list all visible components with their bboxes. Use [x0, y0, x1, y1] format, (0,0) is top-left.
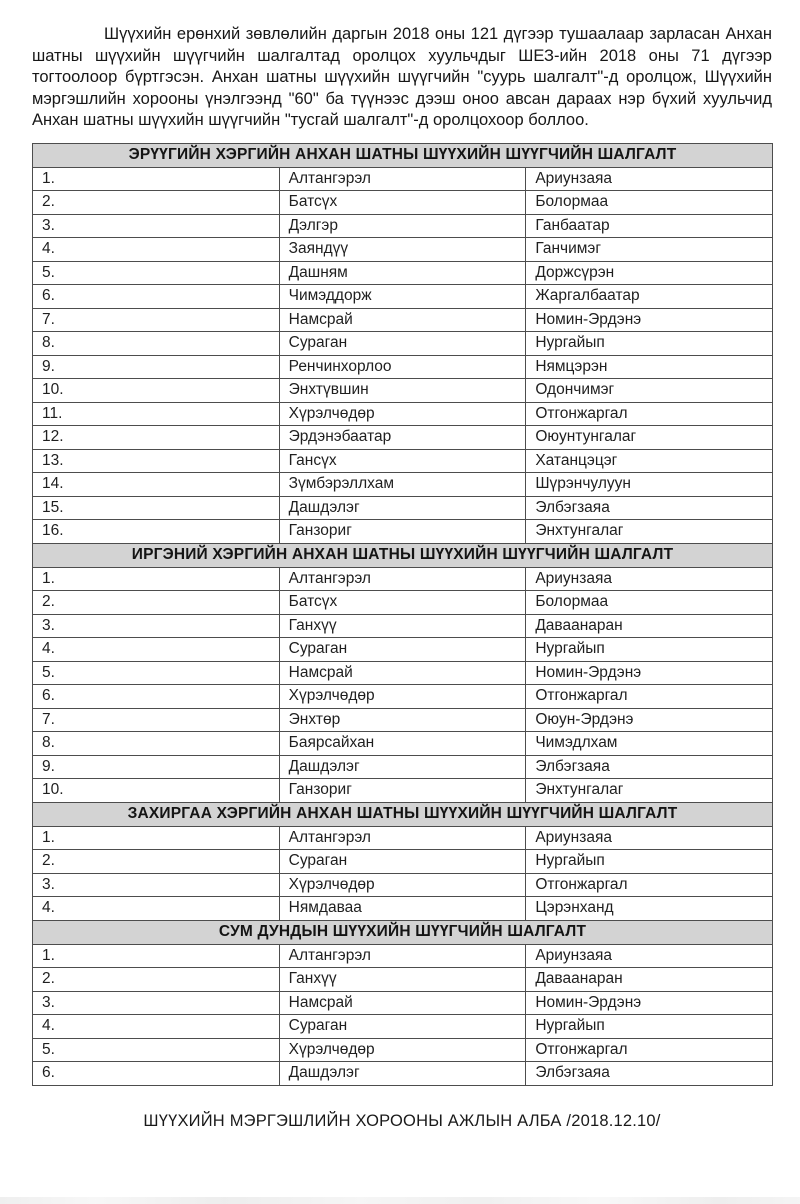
table-row [33, 779, 773, 803]
father-name-cell: Дашдэлэг [279, 496, 526, 520]
row-number-cell: 3. [33, 614, 280, 638]
given-name-cell: Цэрэнханд [526, 897, 773, 921]
row-number-cell: 5. [33, 261, 280, 285]
row-number-cell: 15. [33, 496, 280, 520]
given-name-cell: Нямцэрэн [526, 355, 773, 379]
given-name-cell: Нургайып [526, 332, 773, 356]
table-row [33, 214, 773, 238]
father-name-cell: Зүмбэрэллхам [279, 473, 526, 497]
table-row [33, 308, 773, 332]
given-name-cell: Болормаа [526, 191, 773, 215]
table-row [33, 991, 773, 1015]
table-row [33, 567, 773, 591]
footer-line: ШҮҮХИЙН МЭРГЭШЛИЙН ХОРООНЫ АЖЛЫН АЛБА /2018.12.10/ [143, 1111, 661, 1130]
father-name-cell: Ганзориг [279, 520, 526, 544]
row-number-cell: 16. [33, 520, 280, 544]
father-name-cell: Хүрэлчөдөр [279, 1038, 526, 1062]
table-row [33, 897, 773, 921]
table-row [33, 238, 773, 262]
row-number-cell: 8. [33, 732, 280, 756]
row-number-cell: 11. [33, 402, 280, 426]
given-name-cell: Ариунзаяа [526, 826, 773, 850]
father-name-cell: Намсрай [279, 991, 526, 1015]
given-name-cell: Отгонжаргал [526, 1038, 773, 1062]
father-name-cell: Сураган [279, 332, 526, 356]
given-name-cell: Отгонжаргал [526, 402, 773, 426]
given-name-cell: Номин-Эрдэнэ [526, 661, 773, 685]
father-name-cell: Эрдэнэбаатар [279, 426, 526, 450]
section-title: ЭРҮҮГИЙН ХЭРГИЙН АНХАН ШАТНЫ ШҮҮХИЙН ШҮҮГЧИЙН ШАЛГАЛТ [33, 143, 773, 167]
father-name-cell: Энхтүвшин [279, 379, 526, 403]
father-name-cell: Алтангэрэл [279, 167, 526, 191]
row-number-cell: 8. [33, 332, 280, 356]
given-name-cell: Ариунзаяа [526, 167, 773, 191]
table-row [33, 426, 773, 450]
father-name-cell: Намсрай [279, 308, 526, 332]
table-row [33, 850, 773, 874]
table-row [33, 708, 773, 732]
intro-paragraph: Шүүхийн ерөнхий зөвлөлийн даргын 2018 оны 121 дүгээр тушаалаар зарласан Анхан шатны шүүхийн шүүгчийн шалгалтад оролцох хуульчдыг ШЕЗ-ийн 2018 оны 71 дүгээр тогтоолоор бүртгэсэн. Анхан шатны шүүхийн шүүгчийн "суурь шалгалт"-д оролцож, Шүүхийн мэргэшлийн хорооны үнэлгээнд "60" ба түүнээс дээш оноо авсан дараах нэр бүхий хуульчид Анхан шатны шүүхийн шүүгчийн "тусгай шалгалт"-д оролцохоор боллоо. [32, 25, 772, 129]
father-name-cell: Батсүх [279, 191, 526, 215]
father-name-cell: Сураган [279, 1015, 526, 1039]
given-name-cell: Оюун-Эрдэнэ [526, 708, 773, 732]
given-name-cell: Ганбаатар [526, 214, 773, 238]
given-name-cell: Элбэгзаяа [526, 755, 773, 779]
table-row [33, 685, 773, 709]
given-name-cell: Жаргалбаатар [526, 285, 773, 309]
given-name-cell: Номин-Эрдэнэ [526, 308, 773, 332]
row-number-cell: 14. [33, 473, 280, 497]
given-name-cell: Оюунтунгалаг [526, 426, 773, 450]
given-name-cell: Хатанцэцэг [526, 449, 773, 473]
father-name-cell: Гансүх [279, 449, 526, 473]
father-name-cell: Хүрэлчөдөр [279, 873, 526, 897]
table-row [33, 332, 773, 356]
section-header-row [33, 543, 773, 567]
father-name-cell: Энхтөр [279, 708, 526, 732]
table-row [33, 379, 773, 403]
table-row [33, 944, 773, 968]
table-row [33, 732, 773, 756]
section-title: СУМ ДУНДЫН ШҮҮХИЙН ШҮҮГЧИЙН ШАЛГАЛТ [33, 920, 773, 944]
row-number-cell: 10. [33, 779, 280, 803]
given-name-cell: Даваанаран [526, 968, 773, 992]
row-number-cell: 5. [33, 661, 280, 685]
scan-edge-artifact [0, 1197, 800, 1204]
table-row [33, 1062, 773, 1086]
given-name-cell: Нургайып [526, 638, 773, 662]
table-row [33, 661, 773, 685]
row-number-cell: 1. [33, 567, 280, 591]
father-name-cell: Ганзориг [279, 779, 526, 803]
row-number-cell: 9. [33, 355, 280, 379]
row-number-cell: 13. [33, 449, 280, 473]
given-name-cell: Ариунзаяа [526, 567, 773, 591]
given-name-cell: Энхтунгалаг [526, 520, 773, 544]
row-number-cell: 1. [33, 826, 280, 850]
table-row [33, 638, 773, 662]
given-name-cell: Чимэдлхам [526, 732, 773, 756]
given-name-cell: Нургайып [526, 1015, 773, 1039]
given-name-cell: Одончимэг [526, 379, 773, 403]
father-name-cell: Хүрэлчөдөр [279, 685, 526, 709]
row-number-cell: 3. [33, 991, 280, 1015]
row-number-cell: 1. [33, 167, 280, 191]
table-row [33, 826, 773, 850]
father-name-cell: Ганхүү [279, 614, 526, 638]
row-number-cell: 5. [33, 1038, 280, 1062]
row-number-cell: 9. [33, 755, 280, 779]
row-number-cell: 2. [33, 850, 280, 874]
given-name-cell: Шүрэнчулуун [526, 473, 773, 497]
row-number-cell: 4. [33, 238, 280, 262]
table-row [33, 873, 773, 897]
father-name-cell: Чимэддорж [279, 285, 526, 309]
table-row [33, 402, 773, 426]
row-number-cell: 3. [33, 873, 280, 897]
table-row [33, 449, 773, 473]
table-row [33, 285, 773, 309]
row-number-cell: 7. [33, 308, 280, 332]
given-name-cell: Номин-Эрдэнэ [526, 991, 773, 1015]
row-number-cell: 7. [33, 708, 280, 732]
section-header-row [33, 143, 773, 167]
row-number-cell: 12. [33, 426, 280, 450]
row-number-cell: 10. [33, 379, 280, 403]
given-name-cell: Энхтунгалаг [526, 779, 773, 803]
row-number-cell: 2. [33, 968, 280, 992]
father-name-cell: Алтангэрэл [279, 567, 526, 591]
father-name-cell: Дашням [279, 261, 526, 285]
row-number-cell: 2. [33, 591, 280, 615]
father-name-cell: Дашдэлэг [279, 1062, 526, 1086]
father-name-cell: Батсүх [279, 591, 526, 615]
row-number-cell: 3. [33, 214, 280, 238]
given-name-cell: Нургайып [526, 850, 773, 874]
given-name-cell: Доржсүрэн [526, 261, 773, 285]
table-row [33, 191, 773, 215]
section-title: ИРГЭНИЙ ХЭРГИЙН АНХАН ШАТНЫ ШҮҮХИЙН ШҮҮГЧИЙН ШАЛГАЛТ [33, 543, 773, 567]
row-number-cell: 4. [33, 638, 280, 662]
row-number-cell: 6. [33, 1062, 280, 1086]
table-row [33, 261, 773, 285]
section-title: ЗАХИРГАА ХЭРГИЙН АНХАН ШАТНЫ ШҮҮХИЙН ШҮҮГЧИЙН ШАЛГАЛТ [33, 802, 773, 826]
row-number-cell: 4. [33, 897, 280, 921]
table-row [33, 355, 773, 379]
table-row [33, 614, 773, 638]
father-name-cell: Хүрэлчөдөр [279, 402, 526, 426]
row-number-cell: 6. [33, 285, 280, 309]
father-name-cell: Дашдэлэг [279, 755, 526, 779]
father-name-cell: Заяндүү [279, 238, 526, 262]
father-name-cell: Сураган [279, 850, 526, 874]
row-number-cell: 6. [33, 685, 280, 709]
table-row [33, 591, 773, 615]
table-row [33, 1038, 773, 1062]
father-name-cell: Ренчинхорлоо [279, 355, 526, 379]
row-number-cell: 4. [33, 1015, 280, 1039]
table-row [33, 968, 773, 992]
row-number-cell: 2. [33, 191, 280, 215]
table-row [33, 1015, 773, 1039]
given-name-cell: Ариунзаяа [526, 944, 773, 968]
father-name-cell: Алтангэрэл [279, 826, 526, 850]
given-name-cell: Отгонжаргал [526, 685, 773, 709]
father-name-cell: Сураган [279, 638, 526, 662]
father-name-cell: Алтангэрэл [279, 944, 526, 968]
given-name-cell: Элбэгзаяа [526, 496, 773, 520]
table-row [33, 167, 773, 191]
table-row [33, 473, 773, 497]
father-name-cell: Ганхүү [279, 968, 526, 992]
table-row [33, 496, 773, 520]
given-name-cell: Даваанаран [526, 614, 773, 638]
table-row [33, 755, 773, 779]
given-name-cell: Элбэгзаяа [526, 1062, 773, 1086]
given-name-cell: Ганчимэг [526, 238, 773, 262]
father-name-cell: Дэлгэр [279, 214, 526, 238]
father-name-cell: Нямдаваа [279, 897, 526, 921]
given-name-cell: Отгонжаргал [526, 873, 773, 897]
exam-results-table [32, 143, 773, 1086]
section-header-row [33, 802, 773, 826]
table-row [33, 520, 773, 544]
section-header-row [33, 920, 773, 944]
given-name-cell: Болормаа [526, 591, 773, 615]
father-name-cell: Баярсайхан [279, 732, 526, 756]
father-name-cell: Намсрай [279, 661, 526, 685]
exam-results-table-body [33, 143, 773, 1085]
row-number-cell: 1. [33, 944, 280, 968]
